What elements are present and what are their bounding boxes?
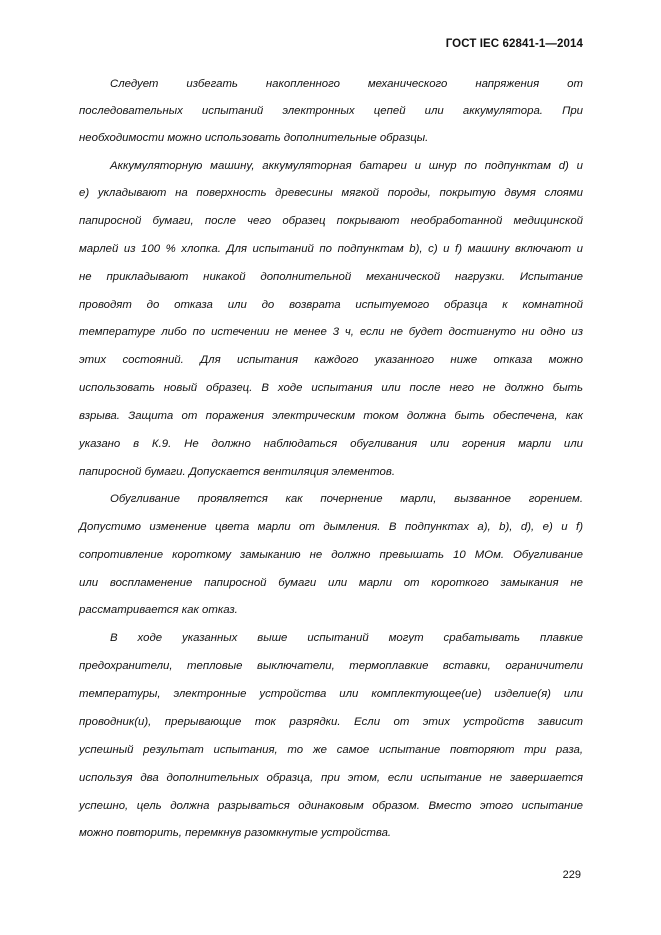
- document-header: ГОСТ IEC 62841-1—2014: [445, 38, 583, 50]
- text-line: проводник(и), прерывающие ток разрядки. Если от этих устройств зависит: [79, 716, 583, 728]
- text-line: температуре либо по истечении не менее 3 ч, если не будет достигнуто ни одно из: [79, 326, 583, 338]
- text-line: Аккумуляторную машину, аккумуляторная батареи и шнур по подпунктам d) и: [110, 160, 583, 172]
- text-line: используя два дополнительных образца, при этом, если испытание не завершается: [79, 772, 583, 784]
- text-line: использовать новый образец. В ходе испытания или после него не должно быть: [79, 382, 583, 394]
- text-line: марлей из 100 % хлопка. Для испытаний по подпунктам b), c) и f) машину включают и: [79, 243, 583, 255]
- text-line: рассматривается как отказ.: [79, 604, 238, 616]
- text-line: взрыва. Защита от поражения электрическим током должна быть обеспечена, как: [79, 410, 583, 422]
- text-line: сопротивление короткому замыканию не должно превышать 10 МОм. Обугливание: [79, 549, 583, 561]
- text-line: Обугливание проявляется как почернение марли, вызванное горением.: [110, 493, 583, 505]
- text-line: последовательных испытаний электронных цепей или аккумулятора. При: [79, 105, 583, 117]
- text-line: папиросной бумаги, после чего образец покрывают необработанной медицинской: [79, 215, 583, 227]
- page-number: 229: [562, 869, 581, 881]
- text-line: проводят до отказа или до возврата испытуемого образца к комнатной: [79, 299, 583, 311]
- text-line: предохранители, тепловые выключатели, термоплавкие вставки, ограничители: [79, 660, 583, 672]
- text-line: папиросной бумаги. Допускается вентиляция элементов.: [79, 466, 395, 478]
- text-line: или воспламенение папиросной бумаги или марли от короткого замыкания не: [79, 577, 583, 589]
- text-line: не прикладывают никакой дополнительной механической нагрузки. Испытание: [79, 271, 583, 283]
- text-line: Допустимо изменение цвета марли от дымления. В подпунктах а), b), d), е) и f): [79, 521, 583, 533]
- text-line: успешный результат испытания, то же самое испытание повторяют три раза,: [79, 744, 583, 756]
- text-line: Следует избегать накопленного механического напряжения от: [110, 78, 583, 90]
- text-line: можно повторить, перемкнув разомкнутые устройства.: [79, 827, 392, 839]
- text-line: температуры, электронные устройства или комплектующее(ие) изделие(я) или: [79, 688, 583, 700]
- text-line: успешно, цель должна разрываться одинаковым образом. Вместо этого испытание: [79, 800, 583, 812]
- text-line: необходимости можно использовать дополнительные образцы.: [79, 132, 429, 144]
- text-line: этих состояний. Для испытания каждого указанного ниже отказа можно: [79, 354, 583, 366]
- text-line: указано в К.9. Не должно наблюдаться обугливания или горения марли или: [79, 438, 583, 450]
- text-line: В ходе указанных выше испытаний могут срабатывать плавкие: [110, 632, 583, 644]
- text-line: е) укладывают на поверхность древесины мягкой породы, покрытую двумя слоями: [79, 187, 583, 199]
